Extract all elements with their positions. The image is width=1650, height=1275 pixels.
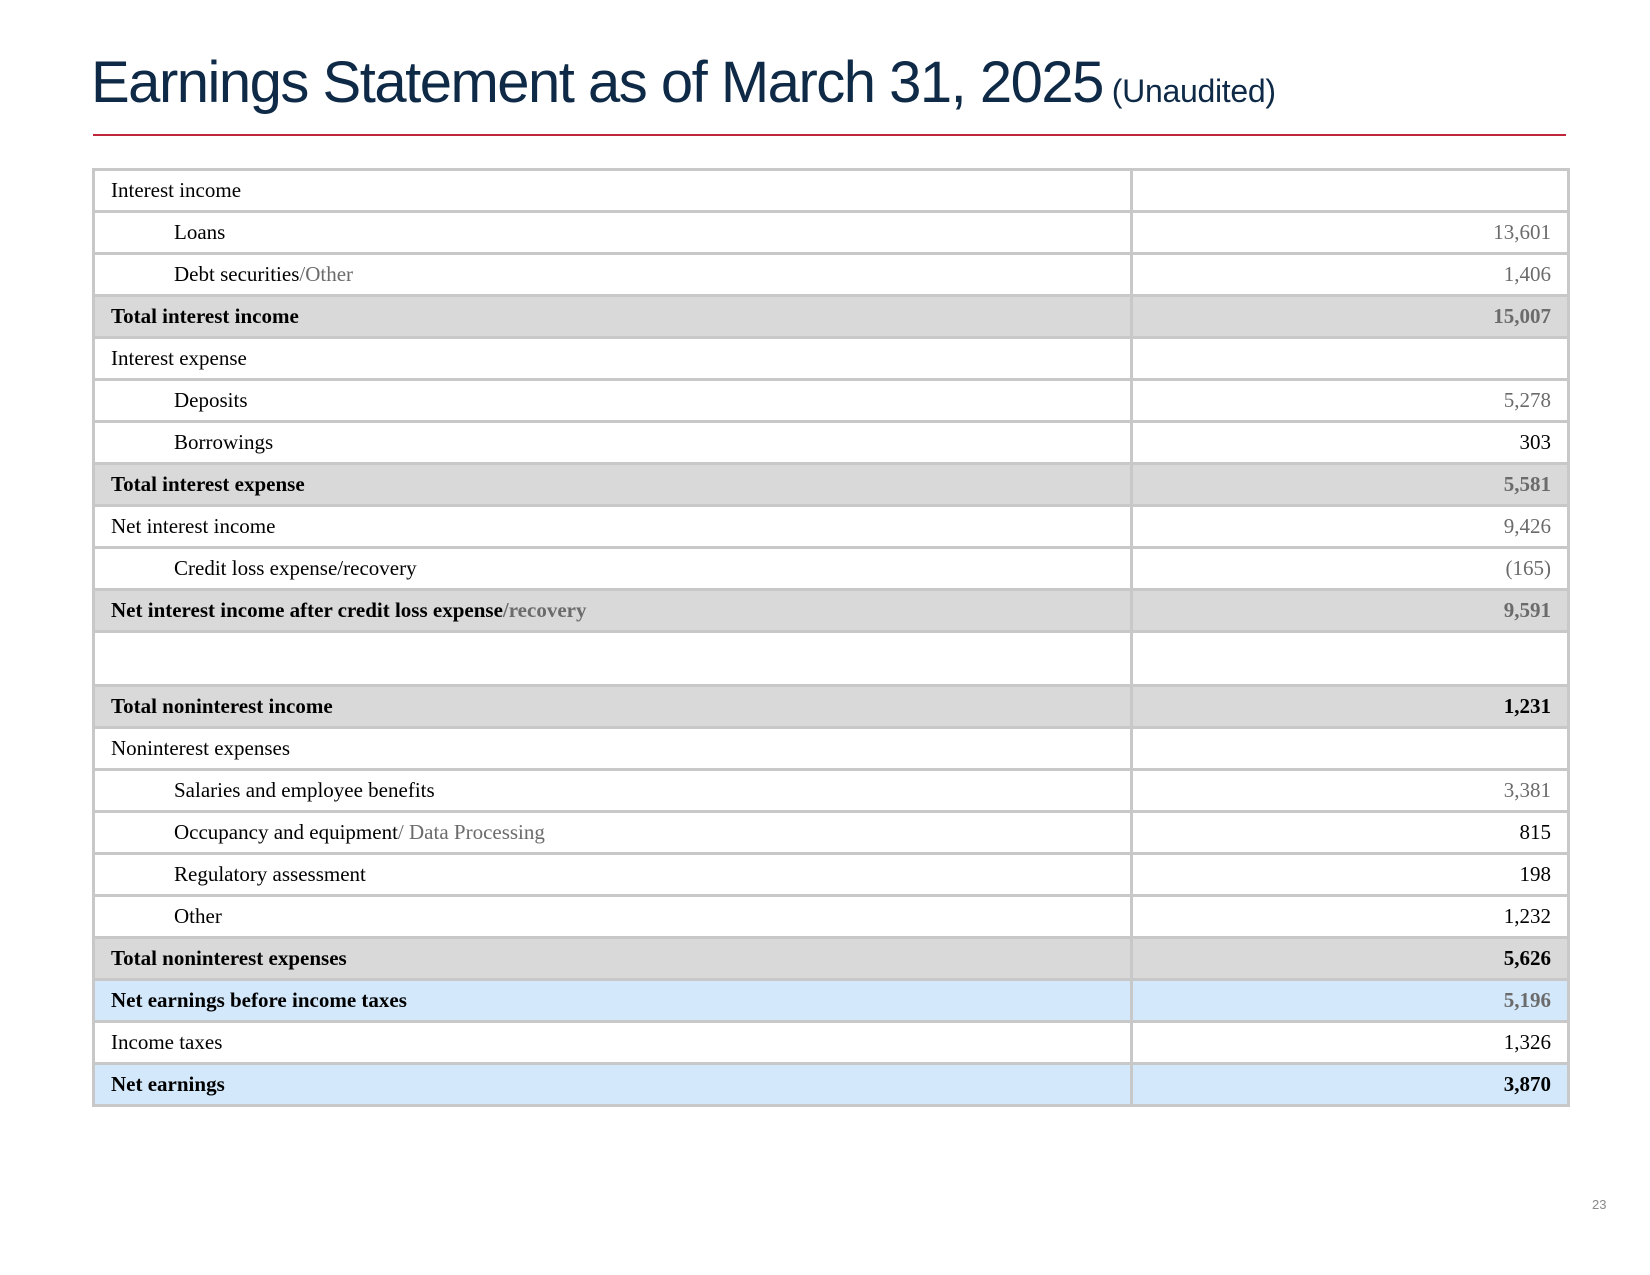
- row-label-cell: [94, 686, 1132, 728]
- page-subtitle: (Unaudited): [1111, 73, 1276, 109]
- row-label-cell: [94, 632, 1132, 686]
- row-label: Total noninterest income: [111, 694, 333, 718]
- row-label-cell: [94, 296, 1132, 338]
- row-value: (165): [1132, 548, 1569, 590]
- table-row: [94, 770, 1569, 812]
- row-label: Loans: [174, 220, 226, 244]
- row-label-cell: [94, 1064, 1132, 1106]
- row-label-suffix: /recovery: [502, 598, 587, 622]
- table-row: [94, 170, 1569, 212]
- table-row: [94, 812, 1569, 854]
- table-row: [94, 464, 1569, 506]
- earnings-table: [92, 168, 1570, 1107]
- row-label-cell: [94, 254, 1132, 296]
- row-value: 815: [1132, 812, 1569, 854]
- row-value: 1,326: [1132, 1022, 1569, 1064]
- row-label: Salaries and employee benefits: [174, 778, 435, 802]
- row-label: Noninterest expenses: [111, 736, 291, 760]
- row-label: Total interest income: [111, 304, 299, 328]
- row-label-cell: [94, 422, 1132, 464]
- table-row: [94, 938, 1569, 980]
- row-value: 5,196: [1132, 980, 1569, 1022]
- row-value: 5,278: [1132, 380, 1569, 422]
- row-label: Net earnings: [111, 1072, 225, 1096]
- row-value: 1,232: [1132, 896, 1569, 938]
- table-row: [94, 380, 1569, 422]
- row-label-cell: [94, 812, 1132, 854]
- table-row: [94, 590, 1569, 632]
- page-title: [91, 48, 1276, 118]
- page-number: 23: [1592, 1197, 1607, 1212]
- table-row: [94, 422, 1569, 464]
- row-value: [1132, 632, 1569, 686]
- title-divider: [93, 134, 1566, 136]
- table-row: [94, 686, 1569, 728]
- table-row: [94, 506, 1569, 548]
- table-row: [94, 212, 1569, 254]
- row-value: 198: [1132, 854, 1569, 896]
- row-value: [1132, 170, 1569, 212]
- row-label-cell: [94, 338, 1132, 380]
- row-label: Total interest expense: [111, 472, 305, 496]
- table-row: [94, 548, 1569, 590]
- row-label: Interest income: [111, 178, 242, 202]
- table-row: [94, 896, 1569, 938]
- table-row: [94, 728, 1569, 770]
- row-label: Credit loss expense/recovery: [174, 556, 417, 580]
- row-value: 13,601: [1132, 212, 1569, 254]
- row-value: 1,406: [1132, 254, 1569, 296]
- row-label: Net interest income after credit loss expense: [111, 598, 503, 622]
- row-label-cell: [94, 170, 1132, 212]
- row-label: Occupancy and equipment: [174, 820, 398, 844]
- row-label: Other: [174, 904, 222, 928]
- row-value: 303: [1132, 422, 1569, 464]
- row-label-cell: [94, 380, 1132, 422]
- row-label-cell: [94, 212, 1132, 254]
- row-label: Borrowings: [174, 430, 274, 454]
- row-value: 15,007: [1132, 296, 1569, 338]
- row-label: Debt securities: [174, 262, 300, 286]
- earnings-table-body: [94, 170, 1569, 1106]
- row-label: Interest expense: [111, 346, 247, 370]
- row-label-cell: [94, 770, 1132, 812]
- row-label-cell: [94, 728, 1132, 770]
- table-row: [94, 296, 1569, 338]
- row-label-cell: [94, 1022, 1132, 1064]
- row-label: Total noninterest expenses: [111, 946, 347, 970]
- row-label: Deposits: [174, 388, 248, 412]
- row-label-cell: [94, 896, 1132, 938]
- row-value: 3,870: [1132, 1064, 1569, 1106]
- row-value: 9,591: [1132, 590, 1569, 632]
- row-value: 5,581: [1132, 464, 1569, 506]
- table-row: [94, 338, 1569, 380]
- row-label: Income taxes: [111, 1030, 223, 1054]
- table-row: [94, 854, 1569, 896]
- row-value: 5,626: [1132, 938, 1569, 980]
- row-label: Regulatory assessment: [174, 862, 366, 886]
- table-row: [94, 254, 1569, 296]
- row-label-cell: [94, 854, 1132, 896]
- row-label-cell: [94, 548, 1132, 590]
- row-value: 3,381: [1132, 770, 1569, 812]
- table-row: [94, 1064, 1569, 1106]
- row-label-cell: [94, 980, 1132, 1022]
- row-value: 9,426: [1132, 506, 1569, 548]
- row-label-cell: [94, 938, 1132, 980]
- table-row: [94, 980, 1569, 1022]
- page-title-main: Earnings Statement as of March 31, 2025: [91, 50, 1103, 115]
- row-value: 1,231: [1132, 686, 1569, 728]
- row-label-suffix: /Other: [299, 262, 354, 286]
- row-value: [1132, 728, 1569, 770]
- row-label-cell: [94, 590, 1132, 632]
- row-label-suffix: / Data Processing: [397, 820, 545, 844]
- row-label-cell: [94, 506, 1132, 548]
- row-label-cell: [94, 464, 1132, 506]
- table-row: [94, 632, 1569, 686]
- table-row: [94, 1022, 1569, 1064]
- row-value: [1132, 338, 1569, 380]
- row-label: Net earnings before income taxes: [111, 988, 407, 1012]
- row-label: Net interest income: [111, 514, 276, 538]
